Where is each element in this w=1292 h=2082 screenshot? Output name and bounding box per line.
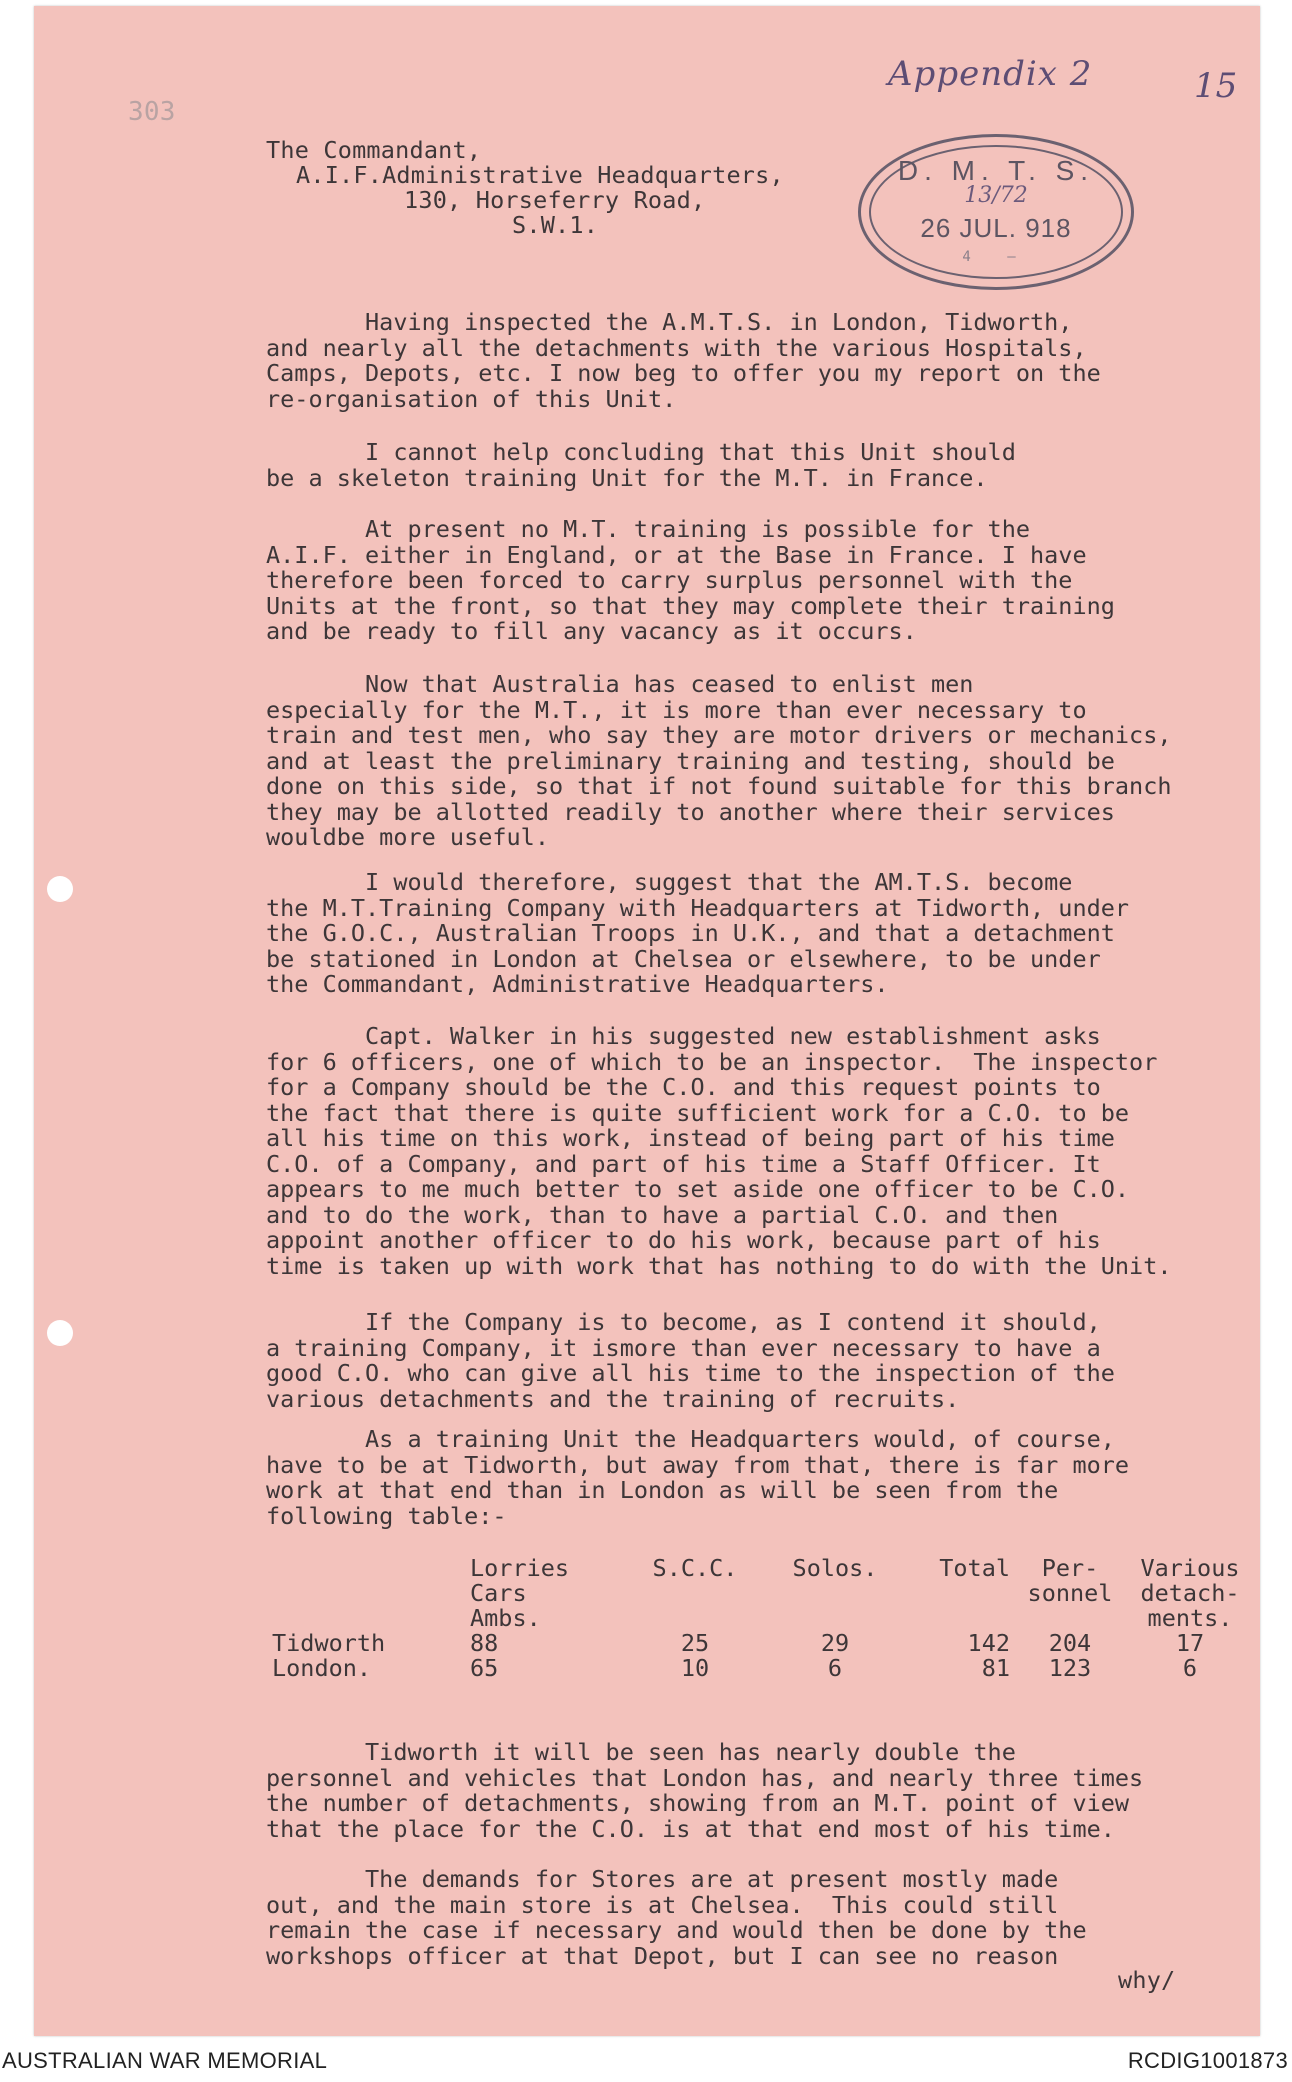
paragraph-line: the G.O.C., Australian Troops in U.K., and that a detachment xyxy=(266,919,1115,947)
paragraph-line: Camps, Depots, etc. I now beg to offer you my report on the xyxy=(266,359,1101,387)
address-line-3: 130, Horseferry Road, xyxy=(404,186,706,214)
table-header-cell: Solos. xyxy=(792,1554,878,1582)
table-cell: 88 xyxy=(470,1629,499,1657)
paragraph-line: If the Company is to become, as I contend it should, xyxy=(266,1308,1101,1336)
paragraph xyxy=(266,870,1246,998)
stamp-office: D. M. T. S. xyxy=(897,155,1095,186)
table-cell: 204 xyxy=(1048,1629,1092,1657)
paragraph xyxy=(266,1024,1246,1279)
paragraph-line: the number of detachments, showing from an M.T. point of view xyxy=(266,1789,1130,1817)
paragraph-line: for 6 officers, one of which to be an inspector. The inspector xyxy=(266,1047,1158,1076)
paragraph-line: good C.O. who can give all his time to the inspection of the xyxy=(266,1359,1115,1387)
paragraph xyxy=(266,1310,1246,1412)
punch-hole xyxy=(47,1320,73,1346)
paragraph-line: Tidworth it will be seen has nearly double the xyxy=(266,1738,1016,1766)
paragraph-line: train and test men, who say they are motor drivers or mechanics, xyxy=(266,721,1172,749)
paragraph-line: I would therefore, suggest that the AM.T.S. become xyxy=(266,868,1073,896)
paragraph-line: be a skeleton training Unit for the M.T. in France. xyxy=(266,463,988,492)
paragraph-line: a training Company, it ismore than ever necessary to have a xyxy=(266,1333,1101,1362)
paragraph-line: and to do the work, than to have a partial C.O. and then xyxy=(266,1200,1059,1229)
paragraph-line: As a training Unit the Headquarters would, of course, xyxy=(266,1425,1115,1453)
address-line-4: S.W.1. xyxy=(512,211,599,239)
table-header-cell: Lorries Cars Ambs. xyxy=(470,1554,570,1632)
address-line-2: A.I.F.Administrative Headquarters, xyxy=(296,161,784,189)
paragraph-line: the M.T.Training Company with Headquarters at Tidworth, under xyxy=(266,893,1130,922)
paragraph-line: work at that end than in London as will be seen from the xyxy=(266,1476,1059,1504)
paragraph-line: workshops officer at that Depot, but I can see no reason xyxy=(266,1941,1059,1970)
paragraph-line: done on this side, so that if not found suitable for this branch xyxy=(266,772,1172,800)
punch-hole xyxy=(47,876,73,902)
paragraph-line: and at least the preliminary training and testing, should be xyxy=(266,746,1115,775)
paragraph-line: therefore been forced to carry surplus personnel with the xyxy=(266,566,1073,594)
page-number-faint: 303 xyxy=(128,97,176,127)
paragraph-line: and nearly all the detachments with the various Hospitals, xyxy=(266,333,1087,362)
paragraph xyxy=(266,672,1246,851)
table-header-row xyxy=(272,1556,1260,1631)
paragraph-line: wouldbe more useful. xyxy=(266,823,549,851)
paragraph-line: I cannot help concluding that this Unit should xyxy=(266,438,1016,466)
paragraph-line: for a Company should be the C.O. and this request points to xyxy=(266,1073,1101,1101)
archive-credit: AUSTRALIAN WAR MEMORIAL xyxy=(2,2048,328,2073)
table-row xyxy=(272,1656,1260,1681)
paragraph xyxy=(266,1427,1246,1529)
paragraph-line: the Commandant, Administrative Headquarters. xyxy=(266,970,889,998)
paragraph-line: be stationed in London at Chelsea or elsewhere, to be under xyxy=(266,944,1101,973)
table-cell: 81 xyxy=(981,1654,1010,1682)
paragraph-line: A.I.F. either in England, or at the Base in France. I have xyxy=(266,540,1087,569)
paragraph-line: out, and the main store is at Chelsea. This could still xyxy=(266,1890,1059,1919)
paragraph-line: personnel and vehicles that London has, and nearly three times xyxy=(266,1763,1144,1792)
paragraph-line: C.O. of a Company, and part of his time a Staff Officer. It xyxy=(266,1149,1101,1178)
paragraph-line: and be ready to fill any vacancy as it occurs. xyxy=(266,617,917,645)
paragraph-line: all his time on this work, instead of being part of his time xyxy=(266,1124,1115,1152)
paragraph-line: The demands for Stores are at present mostly made xyxy=(266,1865,1059,1893)
vehicles-table xyxy=(272,1556,1260,1681)
handwritten-annotation: Appendix 2 xyxy=(888,54,1093,94)
paragraph xyxy=(266,440,1246,491)
paragraph-line: that the place for the C.O. is at that end most of his time. xyxy=(266,1814,1115,1843)
table-cell: 6 xyxy=(1182,1654,1198,1682)
paragraph-line: Capt. Walker in his suggested new establishment asks xyxy=(266,1022,1101,1050)
table-cell: 25 xyxy=(680,1629,710,1657)
paragraph xyxy=(266,1740,1246,1842)
stamp-date: 26 JUL. 918 xyxy=(920,213,1072,243)
table-header-cell: Total xyxy=(939,1554,1010,1582)
paragraph xyxy=(266,310,1246,412)
table-cell: Tidworth xyxy=(272,1629,386,1657)
stamp-bottom: 4 — xyxy=(962,249,1030,265)
paragraph-line: various detachments and the training of recruits. xyxy=(266,1384,960,1413)
paragraph-line: appears to me much better to set aside one officer to be C.O. xyxy=(266,1175,1130,1203)
paragraph xyxy=(266,1867,1246,1969)
table-header-cell xyxy=(272,1556,470,1631)
table-cell: 123 xyxy=(1048,1654,1092,1682)
table-row xyxy=(272,1631,1260,1656)
table-header-cell: S.C.C. xyxy=(652,1554,738,1582)
table-cell: London. xyxy=(272,1654,372,1682)
paragraph xyxy=(266,517,1246,645)
paragraph-line: remain the case if necessary and would then be done by the xyxy=(266,1916,1087,1944)
paragraph-line: Having inspected the A.M.T.S. in London, Tidworth, xyxy=(266,308,1073,336)
paragraph-line: following table:- xyxy=(266,1501,507,1530)
paragraph-line: re-organisation of this Unit. xyxy=(266,384,677,413)
address-line-1: The Commandant, xyxy=(266,136,482,164)
table-cell: 142 xyxy=(967,1629,1010,1657)
paragraph-line: time is taken up with work that has nothing to do with the Unit. xyxy=(266,1251,1172,1280)
received-stamp xyxy=(858,134,1134,290)
table-cell: 29 xyxy=(820,1629,850,1657)
paragraph-line: especially for the M.T., it is more than ever necessary to xyxy=(266,695,1087,724)
table-cell: 10 xyxy=(680,1654,710,1682)
table-cell: 6 xyxy=(827,1654,843,1682)
catchword: why/ xyxy=(1118,1966,1176,1994)
paragraph-line: they may be allotted readily to another where their services xyxy=(266,797,1115,826)
stamp-reference: 13/72 xyxy=(964,183,1028,208)
table-header-cell: Per- sonnel xyxy=(1027,1554,1113,1607)
table-cell: 17 xyxy=(1175,1629,1205,1657)
paragraph-line: appoint another officer to do his work, because part of his xyxy=(266,1226,1101,1254)
paragraph-line: have to be at Tidworth, but away from that, there is far more xyxy=(266,1450,1130,1479)
paragraph-line: the fact that there is quite sufficient work for a C.O. to be xyxy=(266,1098,1130,1127)
table-cell: 65 xyxy=(470,1654,499,1682)
paragraph-line: Now that Australia has ceased to enlist men xyxy=(266,670,974,698)
paragraph-line: At present no M.T. training is possible for the xyxy=(266,515,1031,543)
table-header-cell: Various detach- ments. xyxy=(1140,1554,1240,1632)
archive-identifier: RCDIG1001873 xyxy=(1127,2048,1288,2073)
paragraph-line: Units at the front, so that they may complete their training xyxy=(266,591,1115,620)
folio-number: 15 xyxy=(1194,66,1238,106)
